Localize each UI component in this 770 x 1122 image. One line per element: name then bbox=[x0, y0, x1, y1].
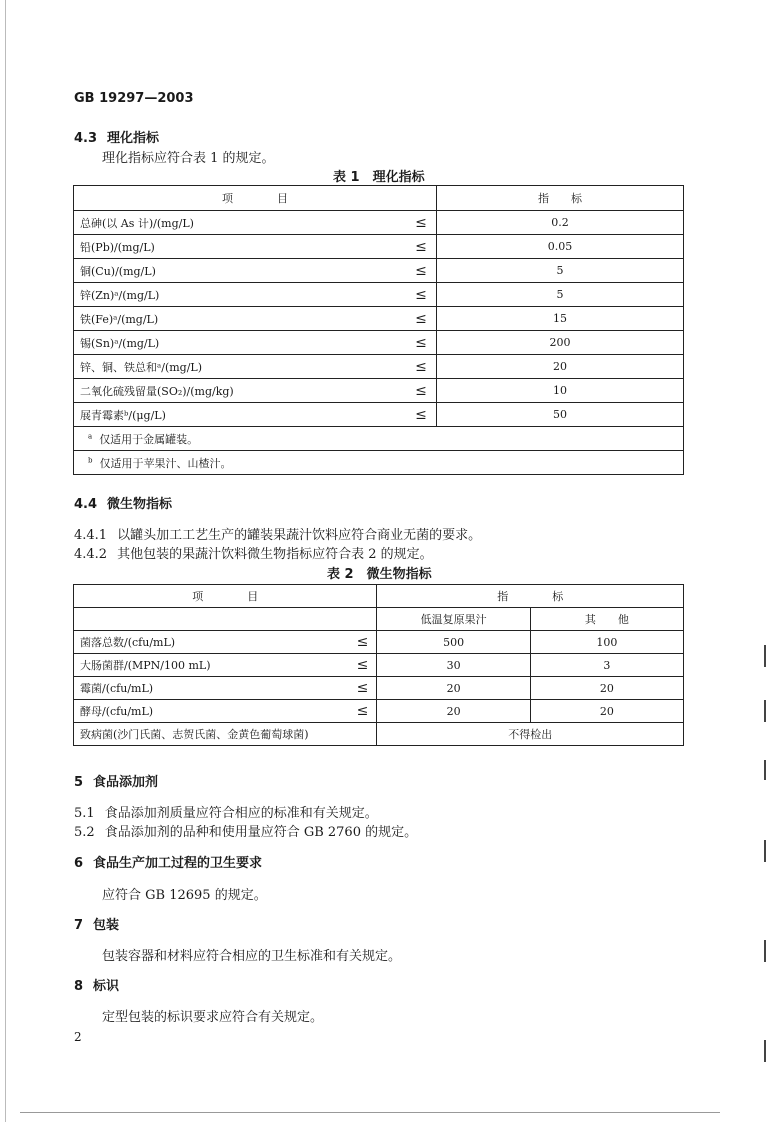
table-row bbox=[74, 259, 684, 283]
right-edge-mark bbox=[764, 645, 766, 667]
row-item: 菌落总数/(cfu/mL) bbox=[74, 631, 349, 654]
bottom-scan-line bbox=[20, 1112, 720, 1113]
right-edge-mark bbox=[764, 760, 766, 780]
row-value-low-temp: 20 bbox=[377, 700, 530, 723]
row-item: 锌、铜、铁总和ᵃ/(mg/L) bbox=[74, 355, 407, 379]
section-4-4-heading bbox=[74, 493, 172, 512]
table1-caption: 表 1 理化指标 bbox=[333, 170, 425, 185]
row-item: 总砷(以 As 计)/(mg/L) bbox=[74, 211, 407, 235]
row-item: 大肠菌群/(MPN/100 mL) bbox=[74, 654, 349, 677]
row-symbol: ≤ bbox=[348, 631, 377, 654]
footnote-mark: b bbox=[88, 455, 93, 464]
table2-caption: 表 2 微生物指标 bbox=[327, 567, 432, 582]
row-symbol: ≤ bbox=[406, 259, 437, 283]
section-number: 4.3 bbox=[74, 131, 98, 146]
table-row bbox=[74, 654, 684, 677]
section-title: 标识 bbox=[93, 979, 120, 994]
section-7-text: 包装容器和材料应符合相应的卫生标准和有关规定。 bbox=[102, 949, 402, 964]
row-item: 酵母/(cfu/mL) bbox=[74, 700, 349, 723]
table-row bbox=[74, 403, 684, 427]
table1-header-row bbox=[74, 186, 684, 211]
table-row bbox=[74, 723, 684, 746]
section-8-text: 定型包装的标识要求应符合有关规定。 bbox=[102, 1010, 324, 1025]
table-row bbox=[74, 211, 684, 235]
table1-col-item: 项 目 bbox=[74, 186, 437, 211]
row-value-other: 20 bbox=[530, 700, 683, 723]
standard-id: GB 19297—2003 bbox=[74, 91, 194, 106]
row-value-low-temp: 20 bbox=[377, 677, 530, 700]
right-edge-mark bbox=[764, 1040, 766, 1062]
clause-5-2 bbox=[74, 821, 417, 840]
row-symbol: ≤ bbox=[348, 700, 377, 723]
row-symbol: ≤ bbox=[348, 677, 377, 700]
section-4-3-heading bbox=[74, 127, 159, 146]
clause-4-4-1 bbox=[74, 524, 481, 543]
table-row bbox=[74, 677, 684, 700]
row-value: 5 bbox=[437, 283, 684, 307]
row-value-low-temp: 500 bbox=[377, 631, 530, 654]
section-6-heading bbox=[74, 852, 262, 871]
row-item: 锌(Zn)ᵃ/(mg/L) bbox=[74, 283, 407, 307]
footnote-mark: a bbox=[88, 431, 93, 440]
clause-number: 4.4.1 bbox=[74, 528, 108, 543]
page-number: 2 bbox=[74, 1030, 82, 1044]
row-value: 15 bbox=[437, 307, 684, 331]
section-title: 食品生产加工过程的卫生要求 bbox=[93, 856, 263, 871]
row-item: 二氧化硫残留量(SO₂)/(mg/kg) bbox=[74, 379, 407, 403]
row-value-low-temp: 30 bbox=[377, 654, 530, 677]
table2-subcol-other: 其 他 bbox=[530, 608, 683, 631]
row-value-other: 3 bbox=[530, 654, 683, 677]
section-title: 微生物指标 bbox=[107, 497, 173, 512]
left-margin-line bbox=[5, 0, 6, 1122]
row-item: 铅(Pb)/(mg/L) bbox=[74, 235, 407, 259]
table2-col-value: 指 标 bbox=[377, 585, 684, 608]
row-value-pathogens: 不得检出 bbox=[377, 723, 684, 746]
table-row bbox=[74, 307, 684, 331]
row-value: 5 bbox=[437, 259, 684, 283]
row-symbol: ≤ bbox=[406, 283, 437, 307]
row-symbol: ≤ bbox=[406, 211, 437, 235]
clause-number: 5.2 bbox=[74, 825, 95, 840]
section-number: 4.4 bbox=[74, 497, 98, 512]
row-value-other: 100 bbox=[530, 631, 683, 654]
clause-5-1 bbox=[74, 802, 378, 821]
section-number: 6 bbox=[74, 856, 84, 871]
row-value-other: 20 bbox=[530, 677, 683, 700]
section-4-3-text: 理化指标应符合表 1 的规定。 bbox=[102, 151, 275, 166]
row-item: 展青霉素ᵇ/(μg/L) bbox=[74, 403, 407, 427]
right-edge-mark bbox=[764, 940, 766, 962]
clause-number: 4.4.2 bbox=[74, 547, 108, 562]
right-edge-mark bbox=[764, 700, 766, 722]
table2-subheader-row bbox=[74, 608, 684, 631]
table-row bbox=[74, 700, 684, 723]
row-item: 锡(Sn)ᵃ/(mg/L) bbox=[74, 331, 407, 355]
row-item: 铁(Fe)ᵃ/(mg/L) bbox=[74, 307, 407, 331]
section-number: 8 bbox=[74, 979, 84, 994]
clause-number: 5.1 bbox=[74, 806, 95, 821]
table1 bbox=[73, 185, 684, 475]
row-value: 20 bbox=[437, 355, 684, 379]
section-title: 包装 bbox=[93, 918, 120, 933]
table2 bbox=[73, 584, 684, 746]
footnote-text: 仅适用于苹果汁、山楂汁。 bbox=[99, 456, 232, 470]
clause-text: 食品添加剂的品种和使用量应符合 GB 2760 的规定。 bbox=[104, 825, 418, 840]
row-value: 200 bbox=[437, 331, 684, 355]
row-value: 50 bbox=[437, 403, 684, 427]
table-row bbox=[74, 355, 684, 379]
table2-subheader-blank bbox=[74, 608, 377, 631]
clause-4-4-2 bbox=[74, 543, 433, 562]
footnote-text: 仅适用于金属罐装。 bbox=[99, 432, 199, 446]
section-8-heading bbox=[74, 975, 119, 994]
section-number: 7 bbox=[74, 918, 84, 933]
section-title: 理化指标 bbox=[107, 131, 160, 146]
row-symbol: ≤ bbox=[406, 307, 437, 331]
right-edge-mark bbox=[764, 840, 766, 862]
row-symbol: ≤ bbox=[348, 654, 377, 677]
table2-subcol-low-temp: 低温复原果汁 bbox=[377, 608, 530, 631]
section-number: 5 bbox=[74, 775, 84, 790]
clause-text: 其他包装的果蔬汁饮料微生物指标应符合表 2 的规定。 bbox=[117, 547, 433, 562]
table-row bbox=[74, 331, 684, 355]
table-row bbox=[74, 631, 684, 654]
section-title: 食品添加剂 bbox=[93, 775, 159, 790]
table1-footnote bbox=[74, 427, 684, 451]
table-row bbox=[74, 235, 684, 259]
clause-text: 食品添加剂质量应符合相应的标准和有关规定。 bbox=[104, 806, 378, 821]
row-item: 霉菌/(cfu/mL) bbox=[74, 677, 349, 700]
row-symbol: ≤ bbox=[406, 331, 437, 355]
row-symbol: ≤ bbox=[406, 355, 437, 379]
row-symbol: ≤ bbox=[406, 235, 437, 259]
table2-col-item: 项 目 bbox=[74, 585, 377, 608]
table1-footnote-row bbox=[74, 427, 684, 451]
table-row bbox=[74, 379, 684, 403]
section-6-text: 应符合 GB 12695 的规定。 bbox=[102, 888, 267, 903]
row-symbol: ≤ bbox=[406, 379, 437, 403]
table2-header-row bbox=[74, 585, 684, 608]
row-value: 0.05 bbox=[437, 235, 684, 259]
row-item: 铜(Cu)/(mg/L) bbox=[74, 259, 407, 283]
row-symbol: ≤ bbox=[406, 403, 437, 427]
row-item-pathogens: 致病菌(沙门氏菌、志贺氏菌、金黄色葡萄球菌) bbox=[74, 723, 377, 746]
table1-footnote-row bbox=[74, 451, 684, 475]
row-value: 10 bbox=[437, 379, 684, 403]
table1-col-value: 指 标 bbox=[437, 186, 684, 211]
row-value: 0.2 bbox=[437, 211, 684, 235]
clause-text: 以罐头加工工艺生产的罐装果蔬汁饮料应符合商业无菌的要求。 bbox=[117, 528, 482, 543]
section-5-heading bbox=[74, 771, 158, 790]
section-7-heading bbox=[74, 914, 119, 933]
table1-footnote bbox=[74, 451, 684, 475]
table-row bbox=[74, 283, 684, 307]
